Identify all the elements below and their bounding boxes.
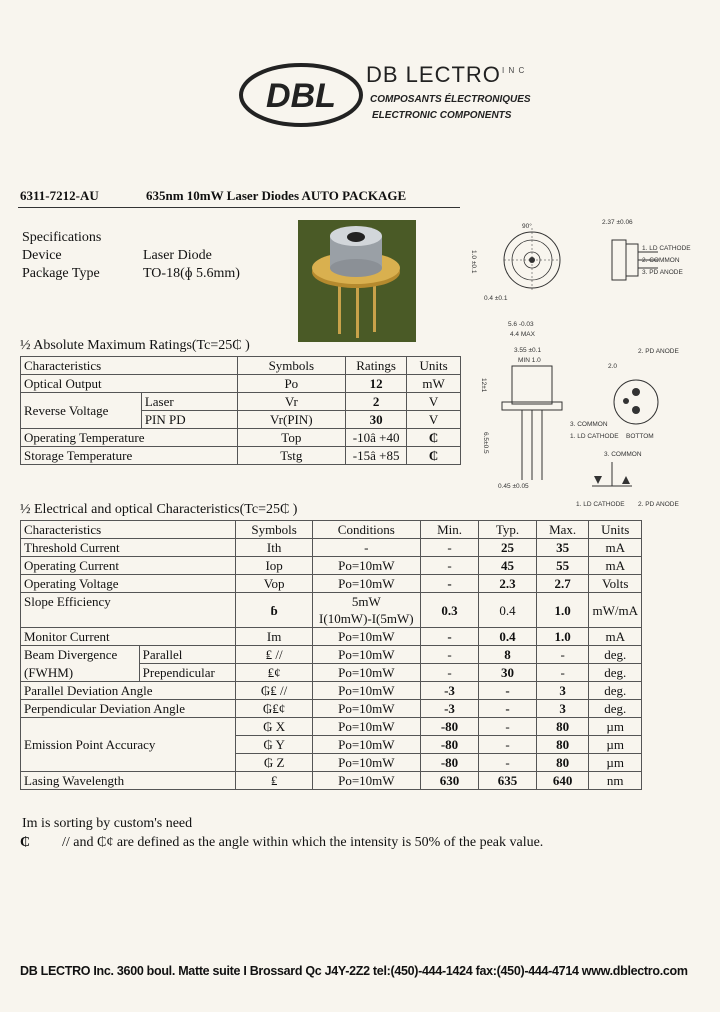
dim-2-37: 2.37 ±0.06 [602,219,633,226]
brand-name: DB LECTRO [366,62,501,87]
pin-label-ld-cathode-bot: 1. LD CATHODE [576,501,625,508]
table-row [21,718,642,736]
cond-cell: Po=10mW [312,718,420,736]
cond-cell: Po=10mW [312,772,420,790]
package-dimension-diagram [462,210,702,520]
tagline-en: ELECTRONIC COMPONENTS [372,110,512,121]
dim-90: 90° [522,223,532,230]
table-row [21,628,642,646]
note-symbol: ₵ [20,835,31,850]
note-divergence-definition: // and ₵ȼ are defined as the angle within which the intensity is 50% of the peak value. [62,835,544,850]
char-cell: Beam Divergence [21,646,140,664]
tagline-fr: COMPOSANTS ÉLECTRONIQUES [370,94,531,105]
pin-label-ld-cathode-mid: 1. LD CATHODE [570,433,619,440]
min-cell: - [420,646,479,664]
unit-cell: mA [589,557,642,575]
char-cell: Storage Temperature [21,447,238,465]
cond-cell: Po=10mW [312,664,420,682]
dim-3-55: 3.55 ±0.1 [514,347,542,354]
pin-label-common-mid: 3. COMMON [570,421,608,428]
dim-0-45: 0.45 ±0.05 [498,483,529,490]
abs-max-title: ½ Absolute Maximum Ratings(Tc=25₵ ) [20,338,250,353]
unit-cell: deg. [589,646,642,664]
dim-1-0: 1.0 ±0.1 [470,250,477,274]
dim-5-6: 5.6 -0.03 [508,321,534,328]
unit-cell: µm [589,754,642,772]
header-cell: Min. [420,521,479,539]
max-cell: 1.0 [536,593,589,628]
symbol-cell: Po [237,375,346,393]
rating-cell: -15â +85 [346,447,407,465]
cond-cell: Po=10mW [312,682,420,700]
typ-cell: - [479,682,537,700]
table-row [21,447,461,465]
footer-contact: DB LECTRO Inc. 3600 boul. Matte suite I Brossard Qc J4Y-2Z2 tel:(450)-444-1424 fax:(450)-444-4714 www.dblectro.com [20,964,688,978]
symbol-cell: Vr [237,393,346,411]
abs-max-table [20,356,461,465]
min-cell: - [420,664,479,682]
unit-cell: deg. [589,682,642,700]
table-row [21,429,461,447]
max-cell: 80 [536,736,589,754]
cond-cell: Po=10mW [312,646,420,664]
cond-cell: Po=10mW [312,700,420,718]
header-cell: Characteristics [21,521,236,539]
unit-cell: mW/mA [589,593,642,628]
char-cell: Perpendicular Deviation Angle [21,700,236,718]
header-cell: Characteristics [21,357,238,375]
header-cell: Typ. [479,521,537,539]
char-cell: Parallel Deviation Angle [21,682,236,700]
typ-cell: - [479,700,537,718]
brand-suffix: I N C [502,66,526,75]
max-cell: - [536,646,589,664]
title-divider [18,207,460,208]
table-row [21,393,461,411]
typ-cell: - [479,754,537,772]
table-row [21,375,461,393]
logo-text: DBL [266,77,336,115]
electrical-table [20,520,642,790]
typ-cell: 0.4 [479,628,537,646]
unit-cell: ₵ [407,447,461,465]
header-cell: Max. [536,521,589,539]
cond-cell: Po=10mW [312,557,420,575]
symbol-cell: ₤ȼ [236,664,313,682]
char-cell: Reverse Voltage [21,393,142,429]
part-number: 6311-7212-AU [20,188,99,203]
unit-cell: ₵ [407,429,461,447]
rating-cell: 12 [346,375,407,393]
char-cell: Operating Temperature [21,429,238,447]
header-cell: Conditions [312,521,420,539]
cond-cell: Po=10mW [312,575,420,593]
max-cell: - [536,664,589,682]
typ-cell: 2.3 [479,575,537,593]
header-cell: Symbols [236,521,313,539]
char-cell: Emission Point Accuracy [21,718,236,772]
pin-label-ld-cathode-top: 1. LD CATHODE [642,245,691,252]
view-label-bottom: BOTTOM [626,433,654,440]
dim-2-0: 2.0 [608,363,618,370]
symbol-cell: Tstg [237,447,346,465]
spec-label-device: Device [22,248,62,263]
rating-cell: 30 [346,411,407,429]
char-cell: Lasing Wavelength [21,772,236,790]
company-logo [238,62,364,128]
cond-cell: Po=10mW [312,736,420,754]
unit-cell: µm [589,718,642,736]
cond-cell: - [312,539,420,557]
sub-char-cell: Prependicular [139,664,236,682]
typ-cell: 0.4 [479,593,537,628]
symbol-cell: ₲₤ // [236,682,313,700]
spec-value-device: Laser Diode [143,248,212,263]
rating-cell: 2 [346,393,407,411]
min-cell: -3 [420,682,479,700]
table-row [21,557,642,575]
product-description: 635nm 10mW Laser Diodes AUTO PACKAGE [146,188,407,203]
max-cell: 2.7 [536,575,589,593]
cond-cell: 5mW [312,593,420,611]
dim-12: 12±1 [480,378,487,393]
unit-cell: µm [589,736,642,754]
sub-char-cell: Laser [141,393,237,411]
min-cell: - [420,575,479,593]
char-cell: Operating Current [21,557,236,575]
min-cell: -80 [420,718,479,736]
table-row [21,357,461,375]
pin-label-common-bot: 3. COMMON [604,451,642,458]
spec-value-package: TO-18(ɸ 5.6mm) [143,266,240,281]
unit-cell: mW [407,375,461,393]
symbol-cell: ₲ Z [236,754,313,772]
max-cell: 35 [536,539,589,557]
dim-4-4: 4.4 MAX [510,331,535,338]
max-cell: 640 [536,772,589,790]
typ-cell: 45 [479,557,537,575]
electrical-title: ½ Electrical and optical Characteristics(Tc=25₵ ) [20,502,298,517]
table-row [21,664,642,682]
table-row [21,700,642,718]
typ-cell: - [479,718,537,736]
cond-cell: I(10mW)-I(5mW) [312,610,420,628]
min-cell: - [420,539,479,557]
typ-cell: 8 [479,646,537,664]
unit-cell: mA [589,539,642,557]
unit-cell: mA [589,628,642,646]
min-cell: - [420,557,479,575]
min-cell: - [420,628,479,646]
min-cell: 0.3 [420,593,479,628]
note-sorting: Im is sorting by custom's need [22,816,193,831]
typ-cell: 635 [479,772,537,790]
header-cell: Units [407,357,461,375]
char-cell: Optical Output [21,375,238,393]
char-cell: (FWHM) [21,664,140,682]
symbol-cell: ₲ X [236,718,313,736]
symbol-cell: ₤ // [236,646,313,664]
symbol-cell: Ith [236,539,313,557]
unit-cell: Volts [589,575,642,593]
max-cell: 80 [536,718,589,736]
max-cell: 3 [536,700,589,718]
pin-label-pd-anode-mid: 2. PD ANODE [638,348,679,355]
table-row [21,593,642,611]
rating-cell: -10â +40 [346,429,407,447]
typ-cell: 30 [479,664,537,682]
char-cell: Slope Efficiency [21,593,236,628]
max-cell: 3 [536,682,589,700]
typ-cell: 25 [479,539,537,557]
min-cell: -80 [420,754,479,772]
unit-cell: deg. [589,664,642,682]
max-cell: 80 [536,754,589,772]
pin-label-pd-anode-bot: 2. PD ANODE [638,501,679,508]
unit-cell: nm [589,772,642,790]
char-cell: Monitor Current [21,628,236,646]
typ-cell: - [479,736,537,754]
table-row [21,539,642,557]
unit-cell: deg. [589,700,642,718]
specs-heading: Specifications [22,230,102,245]
max-cell: 55 [536,557,589,575]
sub-char-cell: Parallel [139,646,236,664]
table-row [21,682,642,700]
max-cell: 1.0 [536,628,589,646]
pin-label-pd-anode-top: 3. PD ANODE [642,269,683,276]
symbol-cell: Top [237,429,346,447]
laser-diode-photo [298,220,416,342]
pin-label-common-top: 2. COMMON [642,257,680,264]
min-cell: 630 [420,772,479,790]
char-cell: Threshold Current [21,539,236,557]
symbol-cell: ɓ [236,593,313,628]
cond-cell: Po=10mW [312,628,420,646]
dim-6-5: 6.5±0.5 [482,432,489,454]
unit-cell: V [407,393,461,411]
min-cell: -3 [420,700,479,718]
sub-char-cell: PIN PD [141,411,237,429]
table-row [21,772,642,790]
symbol-cell: Iop [236,557,313,575]
symbol-cell: ₤ [236,772,313,790]
symbol-cell: ₲₤ȼ [236,700,313,718]
table-row [21,521,642,539]
symbol-cell: Im [236,628,313,646]
table-row [21,646,642,664]
spec-label-package: Package Type [22,266,100,281]
header-cell: Symbols [237,357,346,375]
min-cell: -80 [420,736,479,754]
symbol-cell: Vop [236,575,313,593]
dim-min-1: MIN 1.0 [518,357,541,364]
symbol-cell: Vr(PIN) [237,411,346,429]
header-cell: Units [589,521,642,539]
table-row [21,575,642,593]
unit-cell: V [407,411,461,429]
dim-0-4: 0.4 ±0.1 [484,295,508,302]
cond-cell: Po=10mW [312,754,420,772]
symbol-cell: ₲ Y [236,736,313,754]
char-cell: Operating Voltage [21,575,236,593]
header-cell: Ratings [346,357,407,375]
